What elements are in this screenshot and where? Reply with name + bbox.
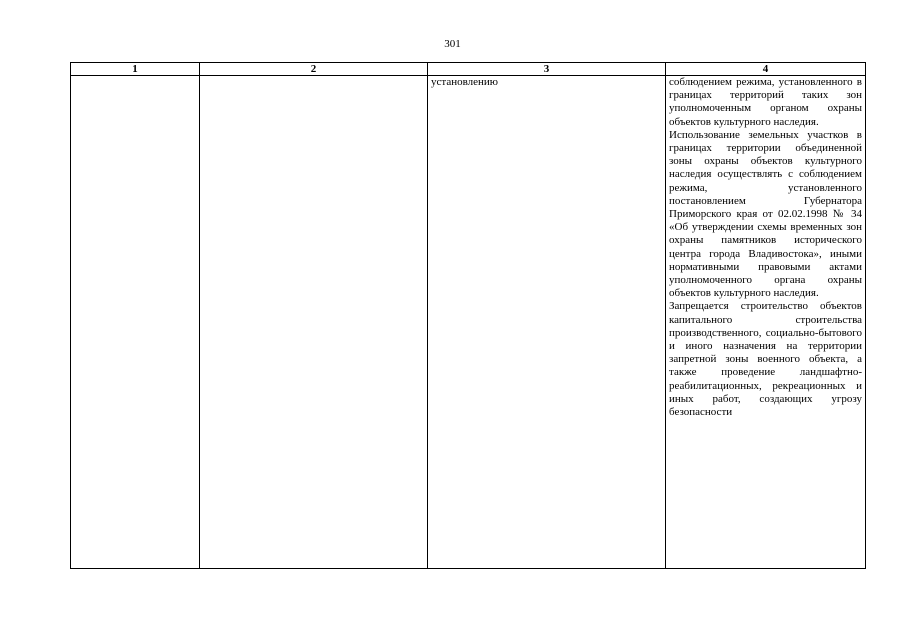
cell-col1 bbox=[71, 76, 200, 569]
column-header-2: 2 bbox=[200, 63, 428, 76]
col4-paragraph: соблюдением режима, установленного в границах территорий таких зон уполномоченным органом охраны объектов культурного наследия. bbox=[669, 76, 862, 128]
col4-paragraph: Запрещается строительство объектов капитального строительства производственного, социально-бытового и иного назначения на территории запретной зоны военного объекта, а также проведение ландшафтно-реабилитационных, рекреационных и иных работ, создающих угрозу безопасности bbox=[669, 300, 862, 419]
cell-col4 bbox=[666, 76, 866, 569]
cell-col2 bbox=[200, 76, 428, 569]
column-header-3: 3 bbox=[428, 63, 666, 76]
document-table bbox=[70, 62, 866, 569]
table-header-row bbox=[71, 63, 866, 76]
col4-paragraph: Использование земельных участков в границах территории объединенной зоны охраны объектов культурного наследия осуществлять с соблюдением режима, установленного постановлением Губернатора Приморского края от 02.02.1998 № 34 «Об утверждении схемы временных зон охраны памятников исторического центра города Владивостока», иными нормативными правовыми актами уполномоченного органа охраны объектов культурного наследия. bbox=[669, 128, 862, 300]
column-header-4: 4 bbox=[666, 63, 866, 76]
table-row bbox=[71, 76, 866, 569]
page-number: 301 bbox=[444, 38, 461, 50]
cell-col3: установлению bbox=[428, 76, 666, 569]
column-header-1: 1 bbox=[71, 63, 200, 76]
